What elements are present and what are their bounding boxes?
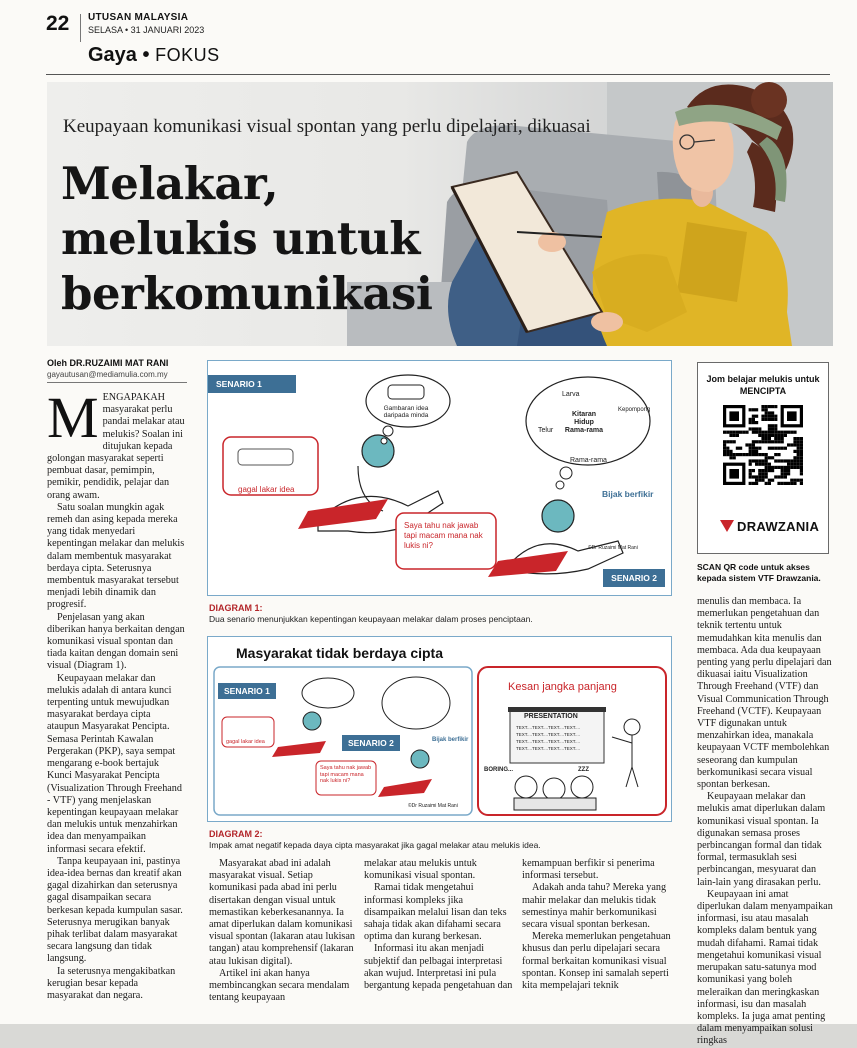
diagram-credit: ©Dr Ruzaimi Mat Rani bbox=[408, 803, 458, 809]
diagram-1-caption: Dua senario menunjukkan kepentingan keupayaan melakar dalam proses penciptaan. bbox=[209, 614, 533, 624]
header-divider bbox=[80, 14, 81, 42]
drawzania-logo-icon bbox=[720, 520, 734, 532]
article-column-1 bbox=[47, 385, 185, 1002]
wise-label: Bijak berfikir bbox=[602, 489, 654, 499]
scenario-2-label: SENARIO 2 bbox=[342, 735, 400, 751]
paragraph: Keupayaan melakar dan melukis adalah di antara kunci terpenting untuk mewujudkan masyarakat berdaya cipta ataupun Masyarakat Pencipta. Semasa Perintah Kawalan Pergerakan (PKP), saya sempat mengarang e-book bertajuk Kunci Masyarakat Pencipta (Visualization Through Freehand - VTF) yang menjelaskan kepentingan keupayaan melakar dan melukis untuk menzahirkan idea dan menyampaikan informasi secara efektif. bbox=[47, 672, 182, 855]
cycle-title: Kitaran Hidup Rama-rama bbox=[564, 411, 604, 434]
header-rule bbox=[46, 74, 830, 75]
article-column-5 bbox=[697, 596, 833, 1048]
paragraph: Ramai tidak mengetahui informasi kompleks jika disampaikan melalui lisan dan teks sahaja tidak akan difahami secara optima dan kurang berkesan. bbox=[364, 882, 507, 943]
paragraph: Masyarakat abad ini adalah masyarakat visual. Setiap komunikasi pada abad ini perlu disertakan dengan visual untuk memastikan keberkesanannya. Ia amat diperlukan dalam komunikasi visual spontan (lakaran atau lukisan tangan) atau komprehensif (lakaran atau lukisan digital). bbox=[209, 858, 355, 967]
slide-text: TEXT....TEXT....TEXT....TEXT.... bbox=[516, 739, 581, 744]
lead-text: ENGAPAKAH masyarakat perlu pandai melakar atau melukis? Soalan ini ditujukan kepada golongan masyarakat seperti pembuat dasar, pemimpin, pemikir, pendidik, pelajar dan orang awam. bbox=[47, 392, 185, 501]
paragraph: melakar atau melukis untuk komunikasi visual spontan. bbox=[364, 858, 477, 882]
section-title bbox=[88, 44, 220, 67]
diagram-credit: ©Dr Ruzaimi Mat Rani bbox=[588, 545, 638, 551]
paragraph: Artikel ini akan hanya membincangkan secara mendalam tentang keupayaan bbox=[209, 967, 350, 1004]
section-name: Gaya bbox=[88, 44, 137, 66]
presentation-label: PRESENTATION bbox=[524, 713, 578, 720]
paragraph: menulis dan membaca. Ia memerlukan pengetahuan dan teknik tertentu untuk memudahkan kita menulis dan membaca. Ada dua keupayaan penting yang perlu dipelajari dan dikuasai iaitu Visualization Through Freehand (VTF) dan Visual Communication Through Freehand (VCTF). Keupayaan VTF digunakan untuk menzahirkan idea, manakala keupayaan VCTF membolehkan seseorang dan kumpulan berkomunikasi secara visual spontan berkesan. bbox=[697, 596, 832, 791]
issue-date: SELASA • 31 JANUARI 2023 bbox=[88, 25, 205, 35]
drawzania-logo-text: DRAWZANIA bbox=[737, 519, 820, 534]
page-number: 22 bbox=[46, 12, 70, 35]
paragraph: Adakah anda tahu? Mereka yang mahir melakar dan melukis tidak semestinya mahir berkomunikasi secara visual spontan berkesan. bbox=[522, 882, 667, 931]
byline-rule bbox=[47, 382, 187, 383]
paragraph: Informasi itu akan menjadi subjektif dan pelbagai interpretasi akan wujud. Interpretasi ini pula bergantung kepada pengetahuan dan bbox=[364, 943, 513, 992]
article-column-4 bbox=[522, 858, 672, 992]
paragraph: Keupayaan melakar dan melukis amat diperlukan dalam komunikasi visual spontan. Ia digunakan semasa proses perbincangan formal dan tidak formal, termasuklah sesi perbincangan, mesyuarat dan lain-lain yang dirasakan perlu. bbox=[697, 791, 826, 888]
wise-label: Bijak berfikir bbox=[432, 737, 469, 743]
paragraph: kemampuan berfikir si penerima informasi tersebut. bbox=[522, 858, 655, 882]
newspaper-name: UTUSAN MALAYSIA bbox=[88, 12, 189, 23]
paragraph: Satu soalan mungkin agak remeh dan asing kepada mereka yang tidak menyedari kepentingan melakar dan melukis dalam membentuk masyarakat berdaya cipta. Seterusnya membentuk masyarakat tersebut menjadi lebih dinamik dan progresif. bbox=[47, 501, 185, 611]
speech-bubble: Saya tahu nak jawab tapi macam mana nak lukis ni? bbox=[404, 521, 483, 550]
scenario-1-label: SENARIO 1 bbox=[218, 683, 276, 699]
diagram-2-title: Masyarakat tidak berdaya cipta bbox=[236, 645, 443, 661]
speech-bubble: Saya tahu nak jawab tapi macam mana nak lukis ni? bbox=[320, 765, 372, 784]
fail-label: gagal lakar idea bbox=[226, 739, 265, 745]
qr-code[interactable] bbox=[723, 405, 803, 485]
article-column-3 bbox=[364, 858, 514, 992]
paragraph: Penjelasan yang akan diberikan hanya berkaitan dengan komunikasi visual spontan dan tiada kaitan dengan domain seni visual (Diagram 1). bbox=[47, 611, 185, 672]
headline-kicker: Keupayaan komunikasi visual spontan yang perlu dipelajari, dikuasai bbox=[63, 116, 591, 137]
scenario-2-label: SENARIO 2 bbox=[603, 569, 665, 587]
cycle-telur: Telur bbox=[538, 427, 554, 434]
byline-email[interactable]: gayautusan@mediamulia.com.my bbox=[47, 370, 168, 379]
drop-cap: M bbox=[47, 385, 99, 450]
boring-label: BORING... bbox=[484, 767, 514, 773]
diagram-1-sketch bbox=[208, 361, 670, 594]
qr-promo-box bbox=[697, 362, 829, 554]
scenario-1-label: SENARIO 1 bbox=[208, 375, 296, 393]
slide-text: TEXT....TEXT....TEXT....TEXT.... bbox=[516, 746, 581, 751]
thought-caption: Gambaran idea daripada minda bbox=[383, 405, 429, 419]
diagram-2-figure bbox=[207, 636, 672, 822]
slide-text: TEXT....TEXT....TEXT....TEXT.... bbox=[516, 725, 581, 730]
zzz-label: ZZZ bbox=[578, 767, 589, 773]
paragraph: Ia seterusnya mengakibatkan kerugian besar kepada masyarakat dan negara. bbox=[47, 965, 176, 1001]
paragraph: Tanpa keupayaan ini, pastinya idea-idea bernas dan kreatif akan gagal dizahirkan dan seterusnya gagal disampaikan secara berkesan kepada kumpulan sasar. Seterusnya merugikan banyak pihak terlibat dalam masyarakat secara langsung dan tidak langsung. bbox=[47, 855, 183, 965]
paragraph: Mereka memerlukan pengetahuan khusus dan perlu dipelajari secara formal berkaitan komunikasi visual spontan. Konsep ini samalah seperti kita mempelajari teknik bbox=[522, 931, 671, 992]
cycle-rama: Rama-rama bbox=[570, 457, 607, 464]
diagram-1-figure bbox=[207, 360, 672, 596]
qr-title: Jom belajar melukis untuk MENCIPTA bbox=[706, 374, 820, 396]
cycle-larva: Larva bbox=[562, 391, 580, 398]
fail-label: gagal lakar idea bbox=[238, 485, 295, 494]
section-dot: • bbox=[142, 44, 150, 66]
long-term-title: Kesan jangka panjang bbox=[508, 681, 617, 693]
hero-photo bbox=[47, 82, 833, 346]
cycle-kepompong: Kepompong bbox=[618, 407, 651, 413]
subsection-name: FOKUS bbox=[155, 45, 220, 65]
slide-text: TEXT....TEXT....TEXT....TEXT.... bbox=[516, 732, 581, 737]
byline-author: Oleh DR.RUZAIMI MAT RANI bbox=[47, 358, 169, 368]
qr-note: SCAN QR code untuk akses kepada sistem VTF Drawzania. bbox=[697, 562, 821, 583]
lead-paragraph bbox=[47, 385, 185, 502]
article-column-2 bbox=[209, 858, 357, 1004]
diagram-2-caption: Impak amat negatif kepada daya cipta masyarakat jika gagal melakar atau melukis idea. bbox=[209, 840, 541, 850]
drawzania-logo bbox=[720, 519, 819, 534]
headline: Melakar, melukis untuk berkomunikasi bbox=[61, 157, 433, 320]
diagram-2-sketch bbox=[208, 637, 670, 820]
paragraph: Keupayaan ini amat diperlukan dalam menyampaikan informasi, isu atau masalah kompleks dalam bentuk yang mudah difahami. Ramai tidak mengetahui komunikasi visual merupakan satu-satunya mod komunikasi yang boleh meleraikan dan meringkaskan informasi, isu dan masalah kompleks. Ia juga amat penting dalam menyampaikan solusi ringkas bbox=[697, 888, 833, 1047]
diagram-1-caption-title: DIAGRAM 1: bbox=[209, 603, 263, 613]
diagram-2-caption-title: DIAGRAM 2: bbox=[209, 829, 263, 839]
